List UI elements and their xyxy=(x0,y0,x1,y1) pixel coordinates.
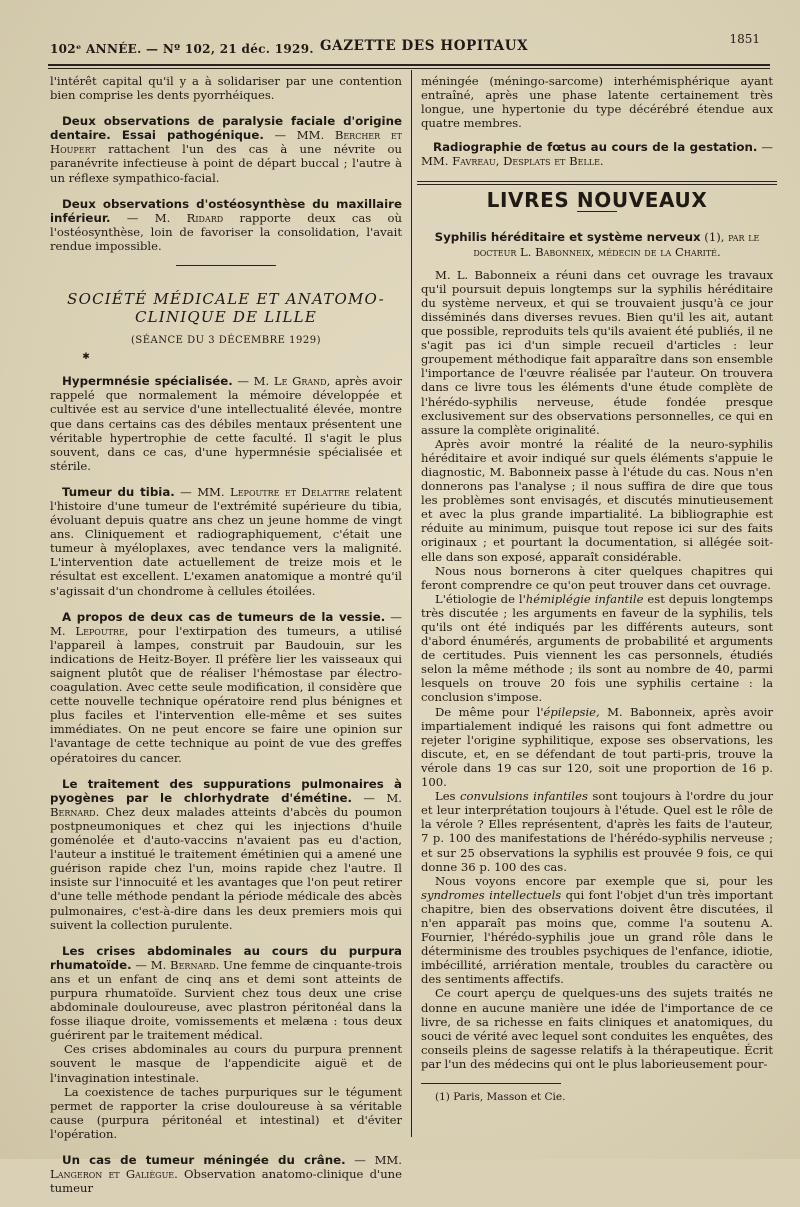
review-paragraph: Nous nous bornerons à citer quelques chapitres qui feront comprendre ce qu'on peut trouver dans cet ouvrage. xyxy=(421,563,773,592)
text-run: Nous voyons encore par exemple que si, pour les xyxy=(435,873,773,888)
article-heading: Un cas de tumeur méningée du crâne. xyxy=(62,1153,346,1167)
article-body: rattachent l'un des cas à une névrite ou paranévrite infectieuse à point de départ buccal ; l'autre à un réflexe sympathico-facial. xyxy=(50,142,403,185)
header-rule-thick xyxy=(48,64,770,66)
italic-term: hémiplégie infantile xyxy=(525,591,644,606)
article-heading: Deux observations de paralysie faciale d'origine dentaire. Essai pathogénique. xyxy=(50,114,402,143)
article-tumeurs-vessie: A propos de deux cas de tumeurs de la vessie. — M. Lepoutre, pour l'extirpation des tumeurs, a utilisé l'appareil à lampes, construit par Baudouin, sur les indications de Heitz-Boyer. Il préfère lier les vaisseaux qui saignent plutôt que de réaliser l'hémostase par électro-coagulation. Avec cette seule modification, il considère que cette nouvelle technique opératoire rend plus bénignes et plus faciles et l'intervention elle-même et ses suites immédiates. On ne peut encore se faire une opinion sur l'avantage de cette technique au point de vue des greffes opératoires du cancer. xyxy=(50,609,402,765)
paragraph: La coexistence de taches purpuriques sur le tégument permet de rapporter la crise douloureuse à sa véritable cause (purpura péritonéal et intestinal) et d'éviter l'opération. xyxy=(50,1084,402,1141)
header-rule-thin xyxy=(48,68,770,69)
column-divider xyxy=(411,70,412,1137)
article-heading: Deux observations d'ostéosynthèse du maxillaire inférieur. xyxy=(50,196,402,225)
article-authors: MM. Lepoutre et Delattre xyxy=(197,484,350,499)
society-title: SOCIÉTÉ MÉDICALE ET ANATOMO-CLINIQUE DE LILLE xyxy=(67,290,385,327)
review-paragraph xyxy=(421,705,773,790)
article-tumeur-meningee: Un cas de tumeur méningée du crâne. — MM. Langeron et Galiègue. Observation anatomo-clinique d'une tumeur xyxy=(50,1153,403,1196)
article-heading: Les crises abdominales au cours du purpura rhumatoïde. xyxy=(50,943,402,972)
article-body: relatent l'histoire d'une tumeur de l'extrémité supérieure du tibia, évoluant depuis quatre ans chez un jeune homme de vingt ans. Cliniquement et radiographiquement, c'était une tumeur à myéloplaxes, avec tendance vers la malignité. L'intervention date actuellement de treize mois et le résultat est excellent. L'examen anatomique a montré qu'il s'agissait d'un chondrome à cellules étoilées. xyxy=(50,484,402,598)
page-number: 1851 xyxy=(729,32,760,46)
left-column xyxy=(50,74,402,1207)
ornament-icon: ✱ xyxy=(82,352,90,363)
article-authors: M. Le Grand, xyxy=(253,374,331,389)
article-heading: A propos de deux cas de tumeurs de la vessie. xyxy=(62,609,386,624)
article-authors: M. Ridard xyxy=(154,210,224,225)
section-title-livres: LIVRES NOUVEAUX xyxy=(486,187,708,212)
text-run: est depuis longtemps très discutée ; les arguments en faveur de la syphilis, tels qu'ils ont été indiqués par les différents auteurs, sont d'abord énumérés, arguments de probabilité et arguments de certitudes. Puis viennent les cas personnels, étudiés selon la même méthode ; ils sont au nombre de 40, parmi lesquels on trouve 20 fois une syphilis certaine : la conclusion s'impose. xyxy=(421,591,773,705)
article-radiographie-foetus: Radiographie de fœtus au cours de la gestation. — MM. Favreau, Desplats et Belle. xyxy=(421,140,774,169)
paragraph: Ces crises abdominales au cours du purpura prennent souvent le masque de l'appendicite aiguë et de l'invagination intestinale. xyxy=(50,1042,402,1085)
text-run: De même pour l' xyxy=(435,704,544,719)
book-review-header xyxy=(421,230,773,260)
article-heading: Tumeur du tibia. xyxy=(62,484,175,499)
article-crises-abdominales: Les crises abdominales au cours du purpura rhumatoïde. — M. Bernard. Une femme de cinquante-trois ans et un enfant de cinq ans et demi sont atteints de purpura rhumatoïde. Survient chez tous deux une crise abdominale douloureuse, avec plastron péritonéal dans la fosse iliaque droite, vomissements et melæna : tous deux guérirent par le traitement médical. xyxy=(50,943,403,1043)
footnote-ref: (1), xyxy=(704,229,725,244)
section-rule xyxy=(176,265,276,266)
review-paragraph: M. L. Babonneix a réuni dans cet ouvrage les travaux qu'il poursuit depuis longtemps sur la syphilis héréditaire du système nerveux, et qui se trouvaient jusqu'à ce jour disséminés dans diverses revues. Bien qu'il les ait, autant que possible, reproduits tels qu'ils avaient été publiés, il ne s'agit pas ici d'un simple recueil d'articles : leur groupement méthodique fait apparaître dans son ensemble l'importance de l'œuvre réalisée par l'auteur. On trouvera dans ce livre tous les éléments d'une étude complète de l'hérédo-syphilis nerveuse, étude fondée presque exclusivement sur des observations personnelles, ce qui en assure la complète originalité. xyxy=(421,267,773,437)
article-authors: MM. Bercher et Houpert xyxy=(50,128,402,157)
paragraph-continuation: méningée (méningo-sarcome) interhémisphérique ayant entraîné, après une phase latente certainement très longue, une hypertonie du type décérébré étendue aux quatre membres. xyxy=(421,74,773,131)
paragraph-continuation: l'intérêt capital qu'il y a à solidariser par une contention bien comprise les dents pyorrhéiques. xyxy=(50,74,402,103)
article-body: rapporte deux cas où l'ostéosynthèse, loin de favoriser la consolidation, l'avait rendue impossible. xyxy=(50,210,402,253)
review-paragraph xyxy=(421,874,773,987)
section-double-rule xyxy=(417,181,777,185)
text-run: Les xyxy=(435,789,460,804)
review-paragraph xyxy=(421,592,773,705)
book-author: par le docteur L. Babonneix, médecin de la Charité. xyxy=(473,229,760,259)
article-authors: M. Bernard. xyxy=(50,790,402,819)
review-paragraph: Ce court aperçu de quelques-uns des sujets traités ne donne en aucune manière une idée de l'importance de ce livre, de sa richesse en faits cliniques et anatomiques, du souci de vérité avec lequel sont conduites les enquêtes, des conseils pleins de sagesse relatifs à la thérapeutique. Écrit par l'un des médecins qui ont le plus laborieusement pour- xyxy=(421,986,773,1071)
right-column xyxy=(421,74,773,1104)
article-osteosynthese: Deux observations d'ostéosynthèse du maxillaire inférieur. — M. Ridard rapporte deux cas où l'ostéosynthèse, loin de favoriser la consolidation, l'avait rendue impossible. xyxy=(50,196,402,253)
article-heading: Hypermnésie spécialisée. xyxy=(62,374,233,389)
text-run: L'étiologie de l' xyxy=(435,591,526,606)
article-body: Chez deux malades atteints d'abcès du poumon postpneumoniques et chez qui les injections d'huile goménolée et d'auto-vaccins n'avaient pas eu d'action, l'auteur a institué le traitement émétinien qui a amené une guérison rapide chez l'un, moins rapide chez l'autre. Il insiste sur l'innocuité et les avantages que l'on peut retirer d'une telle méthode pendant la période médicale des abcès pulmonaires, c'est-à-dire dans les deux premiers mois qui suivent la collection purulente. xyxy=(50,804,402,932)
article-authors: M. Bernard. xyxy=(150,957,220,972)
society-section-header xyxy=(50,290,402,364)
italic-term: convulsions infantiles xyxy=(459,789,588,804)
text-run: M. Babonneix, après avoir impartialement indiqué les raisons qui font admettre ou rejeter l'origine syphilitique, expose ses observations, les discute, et, en se défendant de tout parti-pris, trouve la vérole dans 19 cas sur 120, soit une proportion de 16 p. 100. xyxy=(421,704,773,790)
seance-date: (SÉANCE DU 3 DÉCEMBRE 1929) xyxy=(130,335,322,347)
article-heading: Le traitement des suppurations pulmonaires à pyogènes par le chlorhydrate d'émétine. xyxy=(50,776,402,805)
article-authors: M. Lepoutre, xyxy=(50,623,129,638)
article-authors: MM. Favreau, Desplats et Belle. xyxy=(421,154,604,169)
text-run: qui font l'objet d'un très important chapitre, bien des observations doivent être discutées, il n'en apparaît pas moins que, comme l'a soutenu A. Fournier, l'hérédo-syphilis joue un grand rôle dans le déterminisme des troubles psychiques de l'enfance, idiotie, imbécillité, arriération mentale, troubles du caractère ou des sentiments affectifs. xyxy=(421,887,773,987)
article-suppurations-pulmonaires: Le traitement des suppurations pulmonaires à pyogènes par le chlorhydrate d'émétine. — M. Bernard. Chez deux malades atteints d'abcès du poumon postpneumoniques et chez qui les injections d'huile goménolée et d'auto-vaccins n'avaient pas eu d'action, l'auteur a institué le traitement émétinien qui a amené une guérison rapide chez l'un, moins rapide chez l'autre. Il insiste sur l'innocuité et les avantages que l'on peut retirer d'une telle méthode pendant la période médicale des abcès pulmonaires, c'est-à-dire dans les deux premiers mois qui suivent la collection purulente. xyxy=(50,776,402,932)
article-hypermnesie: Hypermnésie spécialisée. — M. Le Grand, après avoir rappelé que normalement la mémoire développée et cultivée est au service d'une intellectualité élevée, montre que dans certains cas des débiles mentaux présentent une véritable hypertrophie de cette faculté. Il s'agit le plus souvent, dans ce cas, d'une hypermnésie spécialisée et stérile. xyxy=(50,374,402,473)
italic-term: épilepsie, xyxy=(543,704,600,719)
article-authors: MM. Langeron et Galiègue. xyxy=(50,1153,402,1182)
text-run: sont toujours à l'ordre du jour et leur interprétation toujours à l'étude. Quel est le rôle de la vérole ? Elles représentent, d'après les faits de l'auteur, 7 p. 100 des manifestations de l'hérédo-syphilis nerveuse ; et sur 25 observations la syphilis est prouvée 9 fois, ce qui donne 36 p. 100 des cas. xyxy=(421,789,774,874)
footnote-rule xyxy=(421,1083,561,1084)
article-tumeur-tibia: Tumeur du tibia. — MM. Lepoutre et Delattre relatent l'histoire d'une tumeur de l'extrémité supérieure du tibia, évoluant depuis quatre ans chez un jeune homme de vingt ans. Cliniquement et radiographiquement, c'était une tumeur à myéloplaxes, avec tendance vers la malignité. L'intervention date actuellement de treize mois et le résultat est excellent. L'examen anatomique a montré qu'il s'agissait d'un chondrome à cellules étoilées. xyxy=(50,484,402,598)
article-paralysie-faciale: Deux observations de paralysie faciale d'origine dentaire. Essai pathogénique. — MM. Bercher et Houpert rattachent l'un des cas à une névrite ou paranévrite infectieuse à point de départ buccal ; l'autre à un réflexe sympathico-facial. xyxy=(50,114,403,185)
footnote: (1) Paris, Masson et Cie. xyxy=(435,1091,566,1103)
article-body: après avoir rappelé que normalement la mémoire développée et cultivée est au service d'une intellectualité élevée, montre que dans certains cas des débiles mentaux présentent une véritable hypertrophie de cette faculté. Il s'agit le plus souvent, dans ce cas, d'une hypermnésie spécialisée et stérile. xyxy=(50,374,402,473)
article-body: Une femme de cinquante-trois ans et un enfant de cinq ans et demi sont atteints de purpura rhumatoïde. Survient chez tous deux une crise abdominale douloureuse, avec plastron péritonéal dans la fosse iliaque droite, vomissements et melæna : tous deux guérirent par le traitement médical. xyxy=(50,957,403,1043)
review-paragraph xyxy=(421,789,773,874)
article-body: pour l'extirpation des tumeurs, a utilisé l'appareil à lampes, construit par Baudouin, sur les indications de Heitz-Boyer. Il préfère lier les vaisseaux qui saignent plutôt que de réaliser l'hémostase par électro-coagulation. Avec cette seule modification, il considère que cette nouvelle technique opératoire rend plus bénignes et plus faciles et l'intervention elle-même et ses suites immédiates. On ne peut encore se faire une opinion sur l'avantage de cette technique au point de vue des greffes opératoires du cancer. xyxy=(50,623,402,765)
review-paragraph: Après avoir montré la réalité de la neuro-syphilis héréditaire et avoir indiqué sur quels éléments s'appuie le diagnostic, M. Babonneix passe à l'étude du cas. Nous n'en donnerons pas l'analyse ; il nous suffira de dire que tous les problèmes sont envisagés, et discutés minutieusement et avec la plus grande impartialité. La bibliographie est réduite au minimum, puisque tout repose ici sur des faits originaux ; et pourtant la documentation, si allégée soit-elle dans son exposé, apparaît considérable. xyxy=(421,436,773,564)
book-title: Syphilis héréditaire et système nerveux xyxy=(434,229,701,244)
article-body: Observation anatomo-clinique d'une tumeur xyxy=(50,1167,403,1196)
italic-term: syndromes intellectuels xyxy=(421,887,562,902)
article-heading: Radiographie de fœtus au cours de la gestation. xyxy=(433,140,758,155)
page-header xyxy=(50,32,766,58)
issue-info: 102ᵉ ANNÉE. — Nº 102, 21 déc. 1929. xyxy=(50,42,314,56)
journal-title: GAZETTE DES HOPITAUX xyxy=(320,38,529,54)
